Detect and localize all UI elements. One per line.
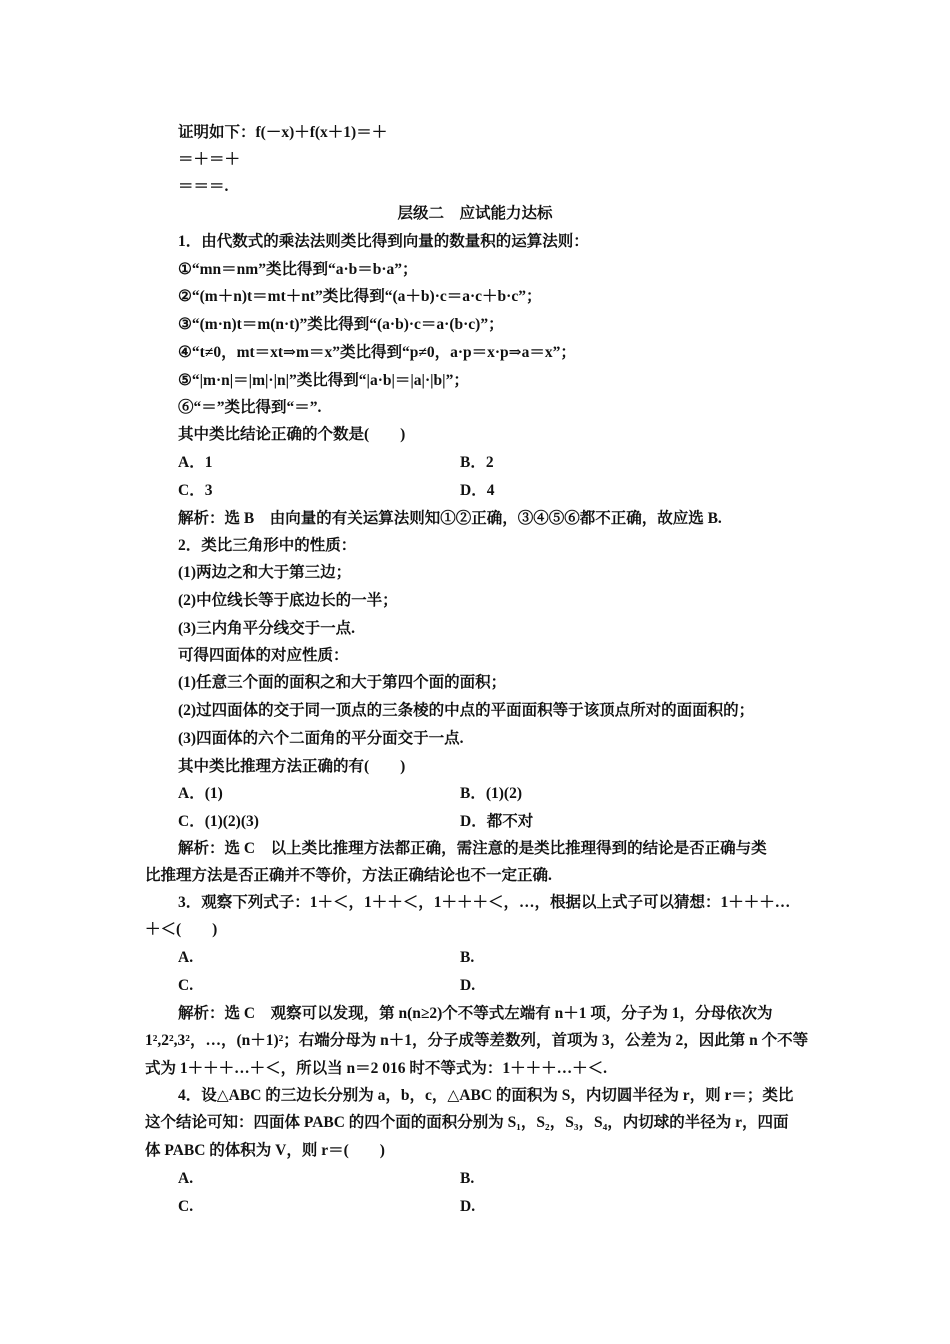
q3-analysis-3: 式为 1＋＋＋…＋＜，所以当 n＝2 016 时不等式为：1＋＋＋…＋＜.: [145, 1060, 607, 1077]
proof-line-1: 证明如下：f(－x)＋f(x＋1)＝＋: [178, 124, 388, 141]
q1-option-d: D．4: [460, 482, 495, 499]
q3-option-d: D.: [460, 977, 476, 994]
q3-stem-1: 3．观察下列式子：1＋＜，1＋＋＜，1＋＋＋＜，…，根据以上式子可以猜想：1＋＋＋…: [178, 894, 791, 911]
q4-option-c: C.: [178, 1198, 194, 1215]
q1-analysis: 解析：选 B 由向量的有关运算法则知①②正确，③④⑤⑥都不正确，故应选 B.: [178, 510, 722, 527]
q1-stem: 1．由代数式的乘法法则类比得到向量的数量积的运算法则：: [178, 233, 589, 250]
q1-option-a: A．1: [178, 454, 213, 471]
q3-option-c: C.: [178, 977, 194, 994]
q3-stem-2: ＋＜( ): [145, 921, 218, 938]
q2-option-b: B．(1)(2): [460, 785, 522, 802]
q1-item-6: ⑥“＝”类比得到“＝”.: [178, 399, 322, 416]
q2-option-d: D．都不对: [460, 813, 534, 830]
q1-option-c: C．3: [178, 482, 213, 499]
q2-analysis-1: 解析：选 C 以上类比推理方法都正确，需注意的是类比推理得到的结论是否正确与类: [178, 840, 767, 857]
q2-tetra-3: (3)四面体的六个二面角的平分面交于一点.: [178, 730, 464, 747]
q2-option-c: C．(1)(2)(3): [178, 813, 259, 830]
q2-analysis-2: 比推理方法是否正确并不等价，方法正确结论也不一定正确.: [145, 867, 552, 884]
section-title: 层级二 应试能力达标: [397, 205, 553, 222]
q1-item-3: ③“(m·n)t＝m(n·t)”类比得到“(a·b)·c＝a·(b·c)”；: [178, 316, 504, 333]
q3-option-a: A.: [178, 949, 194, 966]
q2-triangle-3: (3)三内角平分线交于一点.: [178, 620, 355, 637]
q2-question: 其中类比推理方法正确的有( ): [178, 758, 406, 775]
q2-tetra-1: (1)任意三个面的面积之和大于第四个面的面积；: [178, 674, 507, 691]
q2-stem: 2．类比三角形中的性质：: [178, 537, 357, 554]
q4-stem-3: 体 PABC 的体积为 V，则 r＝( ): [145, 1142, 385, 1159]
q3-analysis-1: 解析：选 C 观察可以发现，第 n(n≥2)个不等式左端有 n＋1 项，分子为 1，分母依次为: [178, 1005, 773, 1022]
q1-item-2: ②“(m＋n)t＝mt＋nt”类比得到“(a＋b)·c＝a·c＋b·c”；: [178, 288, 542, 305]
q4-stem-2: 这个结论可知：四面体 PABC 的四个面的面积分别为 S₁，S₂，S₃，S₄，内切球的半径为 r，四面: [145, 1114, 789, 1131]
q2-triangle-1: (1)两边之和大于第三边；: [178, 564, 352, 581]
q2-mid: 可得四面体的对应性质：: [178, 647, 349, 664]
q4-option-d: D.: [460, 1198, 476, 1215]
q1-option-b: B．2: [460, 454, 494, 471]
q1-item-5: ⑤“|m·n|＝|m|·|n|”类比得到“|a·b|＝|a|·|b|”；: [178, 372, 469, 389]
q1-question: 其中类比结论正确的个数是( ): [178, 426, 406, 443]
q4-option-b: B.: [460, 1170, 475, 1187]
q4-option-a: A.: [178, 1170, 194, 1187]
proof-line-3: ＝＝＝.: [178, 178, 229, 195]
q3-analysis-2: 1²,2²,3²，…，(n＋1)²；右端分母为 n＋1，分子成等差数列，首项为 3，公差为 2，因此第 n 个不等: [145, 1032, 809, 1049]
q2-tetra-2: (2)过四面体的交于同一顶点的三条棱的中点的平面面积等于该顶点所对的面面积的；: [178, 702, 755, 719]
q1-item-1: ①“mn＝nm”类比得到“a·b＝b·a”；: [178, 261, 418, 278]
q2-option-a: A．(1): [178, 785, 223, 802]
q2-triangle-2: (2)中位线长等于底边长的一半；: [178, 592, 398, 609]
q3-option-b: B.: [460, 949, 475, 966]
q1-item-4: ④“t≠0，mt＝xt⇒m＝x”类比得到“p≠0，a·p＝x·p⇒a＝x”；: [178, 344, 576, 361]
q4-stem-1: 4．设△ABC 的三边长分别为 a，b，c，△ABC 的面积为 S，内切圆半径为 r，则 r＝；类比: [178, 1087, 794, 1104]
proof-line-2: ＝＋＝＋: [178, 151, 241, 168]
